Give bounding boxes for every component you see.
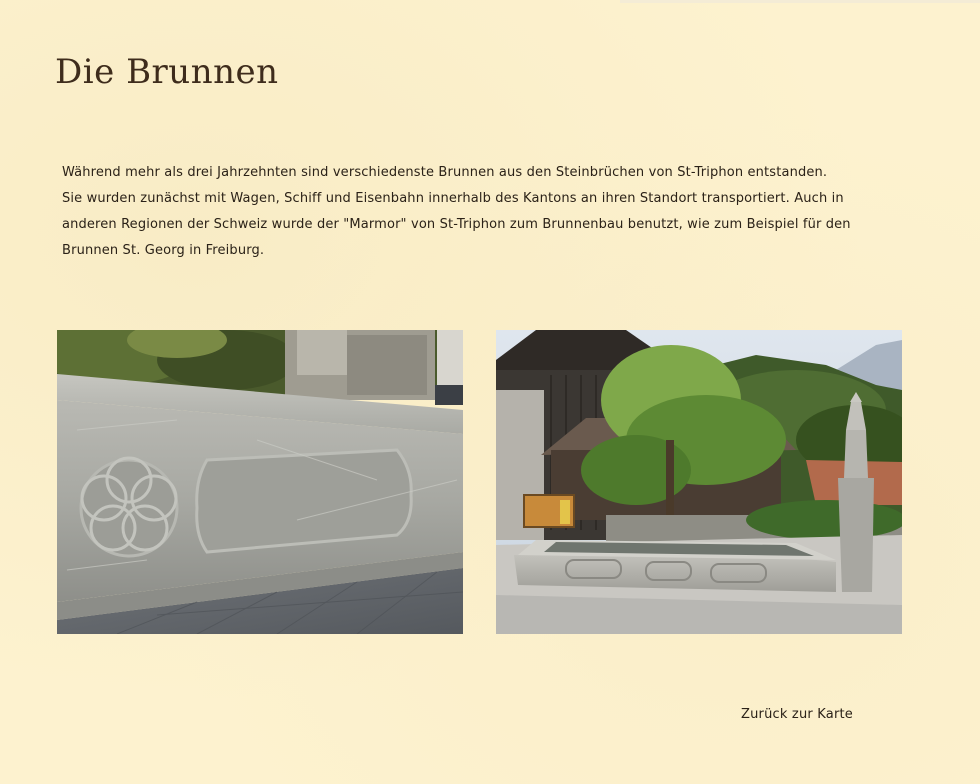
- intro-text: [62, 160, 922, 264]
- back-to-map-link[interactable]: Zurück zur Karte: [741, 707, 853, 722]
- intro-line: anderen Regionen der Schweiz wurde der "Marmor" von St-Triphon zum Brunnenbau benutzt, wie zum Beispiel für den: [62, 217, 851, 232]
- page-title: Die Brunnen: [55, 52, 279, 92]
- top-edge-strip: [620, 0, 980, 3]
- fountain-closeup-photo: [57, 330, 463, 634]
- village-fountain-photo: [496, 330, 902, 634]
- fountain-closeup-image: [57, 330, 463, 634]
- village-fountain-image: [496, 330, 902, 634]
- intro-line: Brunnen St. Georg in Freiburg.: [62, 243, 265, 258]
- intro-line: Sie wurden zunächst mit Wagen, Schiff und Eisenbahn innerhalb des Kantons an ihren Standort transportiert. Auch in: [62, 191, 844, 206]
- intro-line: Während mehr als drei Jahrzehnten sind verschiedenste Brunnen aus den Steinbrüchen von St-Triphon entstanden.: [62, 165, 828, 180]
